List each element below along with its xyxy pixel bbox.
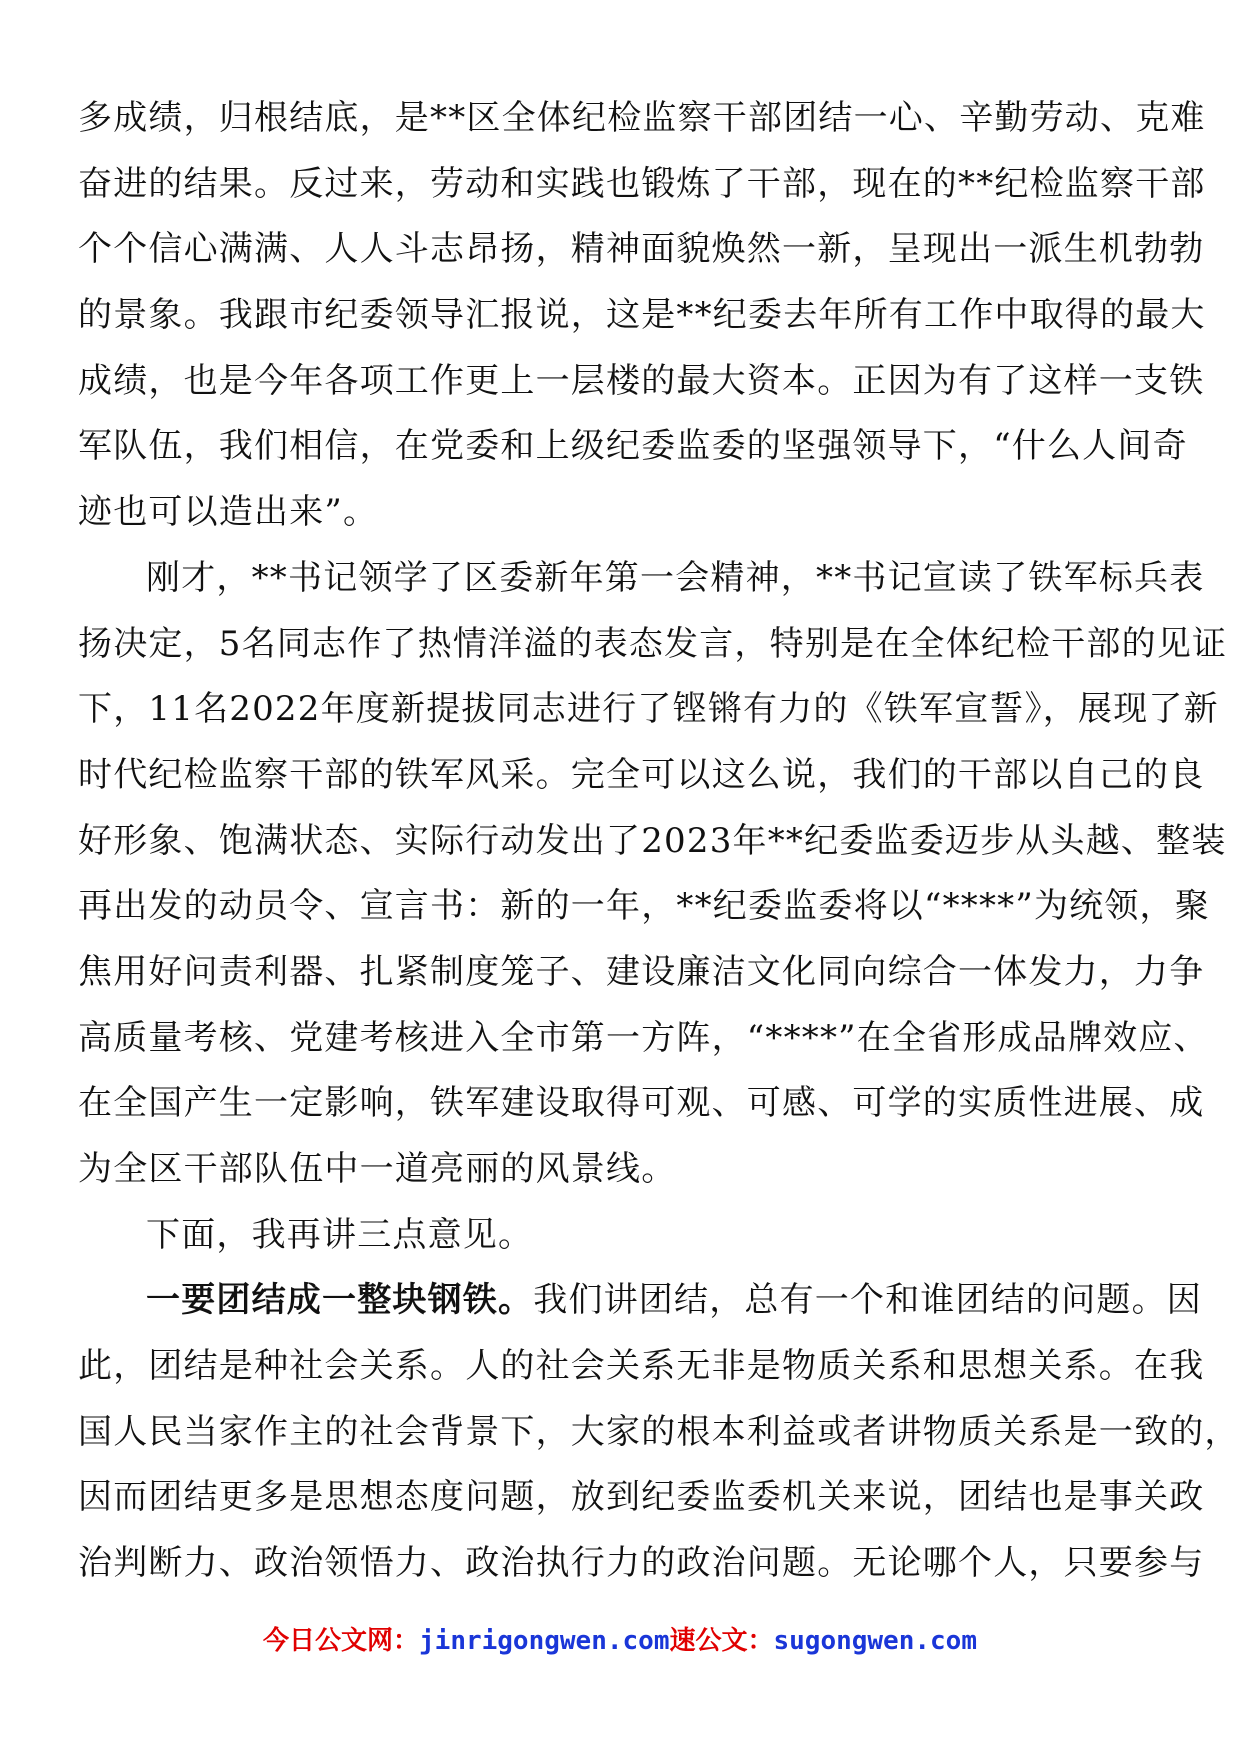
text-line: 在全国产生一定影响，铁军建设取得可观、可感、可学的实质性进展、成 [78,1083,1205,1124]
text-line: 高质量考核、党建考核进入全市第一方阵，“****”在全省形成品牌效应、 [78,1017,1209,1058]
text-line: 治判断力、政治领悟力、政治执行力的政治问题。无论哪个人，只要参与 [78,1543,1205,1584]
section-heading: 一要团结成一整块钢铁。 [146,1280,534,1321]
text-line: 国人民当家作主的社会背景下，大家的根本利益或者讲物质关系是一致的， [78,1411,1240,1452]
text-line: 奋进的结果。反过来，劳动和实践也锻炼了干部，现在的**纪检监察干部 [78,163,1206,204]
text-line: 焦用好问责利器、扎紧制度笼子、建设廉洁文化同向综合一体发力，力争 [78,951,1205,992]
text-line: 军队伍，我们相信，在党委和上级纪委监委的坚强领导下，“什么人间奇 [78,426,1188,467]
footer-site-label-1: 今日公文网： [263,1626,420,1656]
footer-site-label-2: 速公文： [669,1626,774,1656]
text-line: 时代纪检监察干部的铁军风采。完全可以这么说，我们的干部以自己的良 [78,754,1205,795]
text-line: 下，11名2022年度新提拔同志进行了铿锵有力的《铁军宣誓》，展现了新 [78,689,1219,730]
text-line: 再出发的动员令、宣言书：新的一年，**纪委监委将以“****”为统领，聚 [78,886,1210,927]
document-body [78,86,1240,1597]
text-line: 迹也可以造出来”。 [78,492,379,533]
text-line: 的景象。我跟市纪委领导汇报说，这是**纪委去年所有工作中取得的最大 [78,295,1206,336]
section-heading-continuation: 我们讲团结，总有一个和谁团结的问题。因 [533,1280,1203,1321]
footer-link-2[interactable]: sugongwen.com [773,1626,977,1656]
text-line: 成绩，也是今年各项工作更上一层楼的最大资本。正因为有了这样一支铁 [78,360,1205,401]
text-line: 此，团结是种社会关系。人的社会关系无非是物质关系和思想关系。在我 [78,1346,1205,1387]
text-line: 多成绩，归根结底，是**区全体纪检监察干部团结一心、辛勤劳动、克难 [78,98,1206,138]
paragraph-start-line: 刚才，**书记领学了区委新年第一会精神，**书记宣读了铁军标兵表 [146,557,1205,598]
section-heading-line [78,1268,1203,1334]
text-line: 为全区干部队伍中一道亮丽的风景线。 [78,1149,677,1189]
text-line: 因而团结更多是思想态度问题，放到纪委监委机关来说，团结也是事关政 [78,1477,1205,1518]
footer-watermark [0,1620,1240,1657]
text-line: 好形象、饱满状态、实际行动发出了2023年**纪委监委迈步从头越、整装 [78,820,1227,861]
text-line: 个个信心满满、人人斗志昂扬，精神面貌焕然一新，呈现出一派生机勃勃 [78,229,1205,270]
footer-link-1[interactable]: jinrigongwen.com [419,1626,670,1656]
text-line: 扬决定，5名同志作了热情洋溢的表态发言，特别是在全体纪检干部的见证 [78,623,1228,664]
paragraph-start-line: 下面，我再讲三点意见。 [146,1214,534,1255]
